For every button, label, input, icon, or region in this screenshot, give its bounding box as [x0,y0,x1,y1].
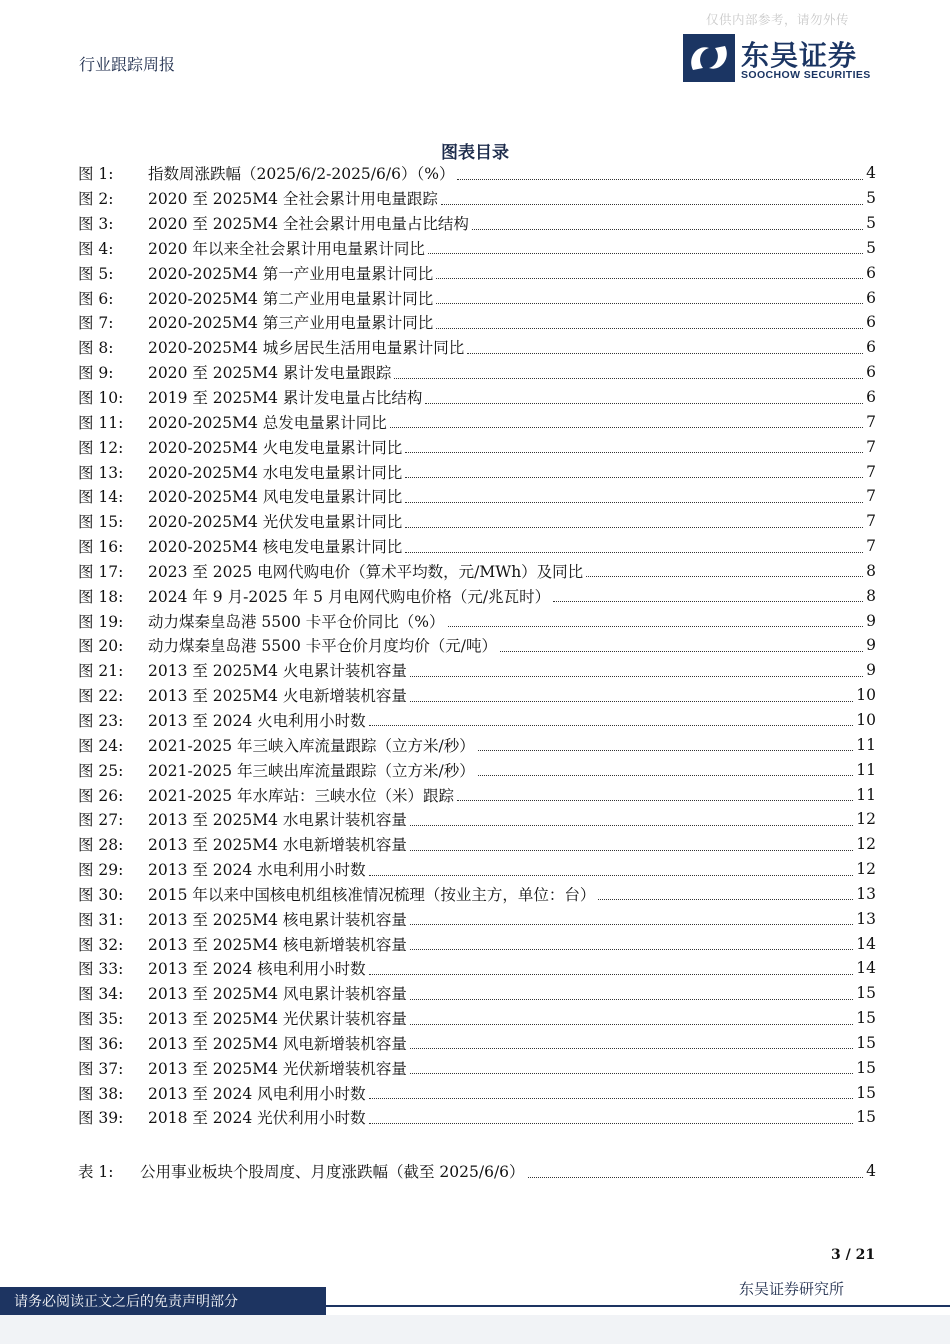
toc-entry-label: 表 1: [78,1163,114,1181]
toc-entry-page: 7 [866,537,876,556]
toc-entry-page: 4 [866,164,876,183]
footer-background [0,1315,950,1344]
toc-entry-title: 2013 至 2025M4 水电累计装机容量 [148,811,407,830]
toc-entry-title: 2013 至 2024 核电利用小时数 [148,960,366,979]
toc-leader-dots [369,713,854,726]
figure-index [78,161,876,1130]
toc-leader-dots [425,391,863,404]
toc-entry-title: 2023 至 2025 电网代购电价（算术平均数，元/MWh）及同比 [148,562,584,581]
toc-title: 图表目录 [441,143,509,163]
toc-entry-title: 2024 年 9 月-2025 年 5 月电网代购电价格（元/兆瓦时） [148,587,551,606]
toc-entry-title: 2020-2025M4 火电发电量累计同比 [148,438,403,457]
toc-entry-label: 图 8: [78,339,114,358]
toc-entry-label: 图 17: [78,562,124,581]
toc-entry-title: 2013 至 2025M4 光伏新增装机容量 [148,1059,407,1078]
toc-entry-title: 公用事业板块个股周度、月度涨跌幅（截至 2025/6/6） [140,1163,525,1181]
toc-entry-label: 图 5: [78,264,114,283]
toc-entry-title: 2013 至 2025M4 核电新增装机容量 [148,935,407,954]
toc-entry-page: 5 [866,189,876,208]
toc-entry-title: 2020-2025M4 风电发电量累计同比 [148,488,403,507]
toc-entry[interactable] [78,161,876,186]
toc-entry[interactable] [78,857,876,882]
toc-entry-title: 2013 至 2025M4 风电新增装机容量 [148,1034,407,1053]
toc-entry-page: 15 [856,1009,876,1028]
toc-entry-page: 6 [866,338,876,357]
toc-entry[interactable] [78,931,876,956]
footer-rule [326,1305,950,1307]
toc-entry[interactable] [78,832,876,857]
toc-entry-page: 14 [856,959,876,978]
toc-entry[interactable] [78,881,876,906]
toc-entry-page: 5 [866,238,876,257]
toc-entry-label: 图 9: [78,364,114,383]
toc-entry-page: 10 [856,686,876,705]
toc-leader-dots [369,962,854,975]
toc-leader-dots [586,564,863,577]
toc-entry[interactable] [78,956,876,981]
toc-leader-dots [436,291,863,304]
toc-leader-dots [457,788,853,801]
toc-entry-label: 图 15: [78,513,124,532]
toc-leader-dots [467,341,863,354]
toc-entry-label: 图 12: [78,438,124,457]
toc-entry-title: 2018 至 2024 光伏利用小时数 [148,1109,366,1128]
toc-entry-title: 2020-2025M4 第一产业用电量累计同比 [148,264,434,283]
toc-leader-dots [405,540,863,553]
toc-leader-dots [410,912,853,925]
toc-entry-title: 2020 至 2025M4 全社会累计用电量占比结构 [148,215,469,234]
toc-entry-label: 图 19: [78,612,124,631]
toc-entry[interactable] [78,633,876,658]
toc-entry-label: 图 38: [78,1084,124,1103]
toc-entry-page: 8 [866,561,876,580]
toc-entry[interactable] [78,559,876,584]
toc-entry-label: 图 18: [78,587,124,606]
toc-entry-page: 6 [866,288,876,307]
toc-entry-page: 7 [866,412,876,431]
toc-entry-page: 15 [856,1083,876,1102]
toc-entry-title: 动力煤秦皇岛港 5500 卡平仓价月度均价（元/吨） [148,637,498,656]
toc-leader-dots [472,217,863,230]
toc-entry-title: 2020-2025M4 光伏发电量累计同比 [148,513,403,532]
toc-entry[interactable] [78,683,876,708]
toc-entry-label: 图 1: [78,165,114,184]
toc-entry[interactable] [78,782,876,807]
toc-entry-page: 11 [856,735,876,754]
toc-entry-title: 2020 至 2025M4 全社会累计用电量跟踪 [148,190,438,209]
toc-entry[interactable] [78,385,876,410]
toc-entry-title: 2013 至 2025M4 水电新增装机容量 [148,836,407,855]
toc-leader-dots [394,366,863,379]
toc-leader-dots [410,689,853,702]
toc-entry-label: 图 32: [78,935,124,954]
toc-entry[interactable] [78,708,876,733]
toc-entry[interactable] [78,285,876,310]
toc-entry-label: 图 23: [78,711,124,730]
toc-entry-title: 2013 至 2024 水电利用小时数 [148,861,366,880]
toc-entry-title: 2013 至 2025M4 火电累计装机容量 [148,662,407,681]
toc-entry-page: 4 [866,1162,876,1180]
toc-entry[interactable] [78,906,876,931]
toc-entry-page: 15 [856,984,876,1003]
toc-entry-page: 15 [856,1058,876,1077]
toc-entry-page: 15 [856,1108,876,1127]
toc-entry[interactable] [78,1055,876,1080]
toc-entry[interactable] [78,807,876,832]
toc-entry-title: 2021-2025 年三峡入库流量跟踪（立方米/秒） [148,736,475,755]
toc-leader-dots [410,664,863,677]
toc-entry[interactable] [78,981,876,1006]
logo-name-en: SOOCHOW SECURITIES [741,69,871,81]
toc-entry-label: 图 7: [78,314,114,333]
toc-entry-page: 14 [856,934,876,953]
toc-entry[interactable] [78,434,876,459]
page-number: 3 / 21 [831,1247,876,1263]
toc-leader-dots [369,1111,854,1124]
toc-leader-dots [553,589,863,602]
toc-entry-page: 6 [866,388,876,407]
watermark: 仅供内部参考，请勿外传 [706,12,850,27]
toc-entry-title: 2020-2025M4 城乡居民生活用电量累计同比 [148,339,465,358]
toc-entry[interactable] [78,236,876,261]
toc-leader-dots [457,167,863,180]
toc-entry[interactable] [78,757,876,782]
toc-leader-dots [410,1061,853,1074]
toc-entry-page: 12 [856,860,876,879]
toc-leader-dots [410,1036,853,1049]
toc-entry-page: 6 [866,313,876,332]
toc-leader-dots [410,987,853,1000]
toc-entry[interactable] [78,310,876,335]
toc-entry-title: 2013 至 2024 火电利用小时数 [148,711,366,730]
toc-entry-label: 图 30: [78,885,124,904]
toc-entry-page: 12 [856,835,876,854]
toc-leader-dots [410,838,853,851]
toc-entry-title: 2021-2025 年水库站：三峡水位（米）跟踪 [148,786,455,805]
table-index-entry[interactable] [78,1158,876,1184]
toc-entry-label: 图 14: [78,488,124,507]
toc-entry-label: 图 33: [78,960,124,979]
toc-entry-page: 13 [856,884,876,903]
toc-leader-dots [478,763,853,776]
toc-entry-title: 动力煤秦皇岛港 5500 卡平仓价同比（%） [148,612,445,631]
toc-entry-page: 5 [866,214,876,233]
toc-entry[interactable] [78,335,876,360]
toc-entry-label: 图 39: [78,1109,124,1128]
toc-leader-dots [405,440,863,453]
toc-entry[interactable] [78,658,876,683]
toc-entry-label: 图 10: [78,389,124,408]
toc-entry-page: 6 [866,263,876,282]
toc-entry[interactable] [78,1080,876,1105]
toc-entry-title: 2021-2025 年三峡出库流量跟踪（立方米/秒） [148,761,475,780]
logo-name-cn: 东吴证券 [741,39,858,72]
toc-leader-dots [500,639,863,652]
toc-entry-label: 图 29: [78,861,124,880]
toc-leader-dots [448,614,864,627]
toc-entry-title: 2020-2025M4 水电发电量累计同比 [148,463,403,482]
toc-entry-title: 2020-2025M4 第三产业用电量累计同比 [148,314,434,333]
toc-entry-label: 图 2: [78,190,114,209]
toc-leader-dots [410,813,853,826]
toc-entry-page: 9 [866,636,876,655]
toc-entry-page: 15 [856,1033,876,1052]
toc-entry-title: 指数周涨跌幅（2025/6/2-2025/6/6）（%） [148,165,455,184]
toc-entry-label: 图 13: [78,463,124,482]
toc-entry-title: 2020-2025M4 总发电量累计同比 [148,413,387,432]
toc-entry-title: 2013 至 2025M4 核电累计装机容量 [148,910,407,929]
toc-leader-dots [410,1012,853,1025]
toc-entry-label: 图 11: [78,413,124,432]
toc-leader-dots [428,241,863,254]
toc-entry-page: 7 [866,487,876,506]
toc-entry-label: 图 6: [78,289,114,308]
toc-leader-dots [598,887,853,900]
toc-entry-label: 图 25: [78,761,124,780]
toc-leader-dots [405,465,863,478]
toc-entry-title: 2019 至 2025M4 累计发电量占比结构 [148,389,423,408]
toc-entry[interactable] [78,534,876,559]
toc-entry-page: 9 [866,611,876,630]
toc-entry-title: 2020 年以来全社会累计用电量累计同比 [148,239,425,258]
toc-entry[interactable] [78,459,876,484]
toc-entry[interactable] [78,484,876,509]
toc-entry-page: 12 [856,810,876,829]
toc-entry-page: 13 [856,909,876,928]
toc-entry[interactable] [78,732,876,757]
toc-entry-label: 图 27: [78,811,124,830]
toc-entry[interactable] [78,1006,876,1031]
toc-leader-dots [441,192,863,205]
toc-entry[interactable] [78,1105,876,1130]
toc-leader-dots [405,490,863,503]
toc-entry[interactable] [78,409,876,434]
toc-leader-dots [436,266,863,279]
toc-entry-label: 图 37: [78,1059,124,1078]
toc-entry-page: 7 [866,437,876,456]
toc-entry-page: 11 [856,760,876,779]
toc-leader-dots [436,316,863,329]
toc-entry-page: 9 [866,661,876,680]
toc-entry[interactable] [78,608,876,633]
toc-entry-page: 8 [866,586,876,605]
toc-entry-label: 图 36: [78,1034,124,1053]
toc-entry-title: 2020-2025M4 核电发电量累计同比 [148,538,403,557]
toc-entry-title: 2020 至 2025M4 累计发电量跟踪 [148,364,392,383]
toc-entry-label: 图 24: [78,736,124,755]
footer-disclaimer[interactable]: 请务必阅读正文之后的免责声明部分 [14,1294,238,1310]
toc-entry-title: 2020-2025M4 第二产业用电量累计同比 [148,289,434,308]
toc-entry-label: 图 34: [78,985,124,1004]
toc-leader-dots [528,1165,864,1178]
toc-entry-label: 图 28: [78,836,124,855]
toc-entry[interactable] [78,260,876,285]
toc-entry-page: 6 [866,363,876,382]
toc-leader-dots [390,415,863,428]
toc-entry[interactable] [78,583,876,608]
toc-leader-dots [405,515,863,528]
toc-entry-label: 图 22: [78,687,124,706]
toc-leader-dots [478,738,853,751]
toc-entry[interactable] [78,360,876,385]
toc-entry-label: 图 35: [78,1010,124,1029]
toc-entry-title: 2013 至 2025M4 光伏累计装机容量 [148,1010,407,1029]
toc-entry-page: 7 [866,512,876,531]
toc-entry[interactable] [78,509,876,534]
toc-entry-label: 图 21: [78,662,124,681]
footer-institute: 东吴证券研究所 [739,1280,845,1298]
toc-leader-dots [410,937,853,950]
toc-entry[interactable] [78,1031,876,1056]
toc-entry-title: 2013 至 2025M4 风电累计装机容量 [148,985,407,1004]
toc-entry[interactable] [78,211,876,236]
toc-entry-page: 10 [856,710,876,729]
section-label: 行业跟踪周报 [79,55,176,74]
toc-entry-title: 2015 年以来中国核电机组核准情况梳理（按业主方，单位：台） [148,885,596,904]
toc-entry-label: 图 16: [78,538,124,557]
toc-entry-page: 11 [856,785,876,804]
toc-entry[interactable] [78,186,876,211]
toc-leader-dots [369,1086,854,1099]
toc-entry-label: 图 3: [78,215,114,234]
toc-entry-title: 2013 至 2025M4 火电新增装机容量 [148,687,407,706]
toc-entry-label: 图 26: [78,786,124,805]
toc-entry-title: 2013 至 2024 风电利用小时数 [148,1084,366,1103]
toc-entry-label: 图 20: [78,637,124,656]
soochow-logo-icon [683,34,735,82]
toc-leader-dots [369,863,854,876]
toc-entry-page: 7 [866,462,876,481]
toc-entry-label: 图 4: [78,239,114,258]
toc-entry-label: 图 31: [78,910,124,929]
company-logo [683,34,883,84]
